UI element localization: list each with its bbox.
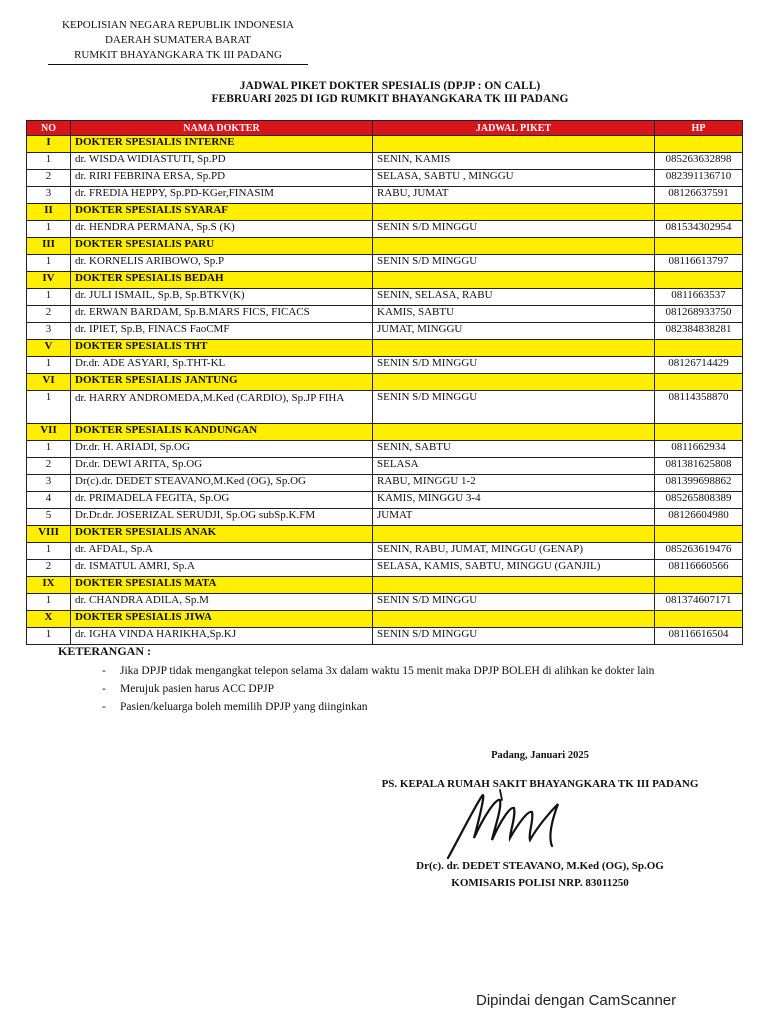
doctor-schedule: RABU, MINGGU 1-2 bbox=[373, 475, 655, 492]
title-line-2: FEBRUARI 2025 DI IGD RUMKIT BHAYANGKARA TK III PADANG bbox=[211, 93, 569, 105]
doctor-name: dr. IGHA VINDA HARIKHA,Sp.KJ bbox=[71, 628, 373, 645]
category-name: DOKTER SPESIALIS JIWA bbox=[71, 611, 373, 628]
doctor-phone: 08126604980 bbox=[655, 509, 743, 526]
doctor-name: dr. ISMATUL AMRI, Sp.A bbox=[71, 560, 373, 577]
doctor-number: 1 bbox=[27, 441, 71, 458]
category-cell-empty bbox=[373, 526, 655, 543]
doctor-schedule: SENIN S/D MINGGU bbox=[373, 628, 655, 645]
doctor-number: 1 bbox=[27, 153, 71, 170]
table-row bbox=[27, 323, 743, 340]
category-cell-empty bbox=[373, 340, 655, 357]
category-cell-empty bbox=[655, 611, 743, 628]
category-row bbox=[27, 238, 743, 255]
category-cell-empty bbox=[373, 136, 655, 153]
signature-date: Padang, Januari 2025 bbox=[491, 750, 589, 761]
category-cell-empty bbox=[373, 272, 655, 289]
doctor-name: dr. HENDRA PERMANA, Sp.S (K) bbox=[71, 221, 373, 238]
category-number: I bbox=[27, 136, 71, 153]
column-header-no: NO bbox=[27, 121, 71, 136]
doctor-name: Dr.Dr.dr. JOSERIZAL SERUDJI, Sp.OG subSp.K.FM bbox=[71, 509, 373, 526]
doctor-schedule: SENIN, RABU, JUMAT, MINGGU (GENAP) bbox=[373, 543, 655, 560]
doctor-number: 1 bbox=[27, 628, 71, 645]
note-item bbox=[58, 680, 738, 698]
doctor-phone: 082384838281 bbox=[655, 323, 743, 340]
doctor-phone: 081534302954 bbox=[655, 221, 743, 238]
doctor-number: 1 bbox=[27, 391, 71, 424]
category-name: DOKTER SPESIALIS BEDAH bbox=[71, 272, 373, 289]
signatory-name: Dr(c). dr. DEDET STEAVANO, M.Ked (OG), Sp.OG bbox=[416, 860, 664, 872]
doctor-name: dr. PRIMADELA FEGITA, Sp.OG bbox=[71, 492, 373, 509]
doctor-phone: 08126714429 bbox=[655, 357, 743, 374]
doctor-name: Dr.dr. DEWI ARITA, Sp.OG bbox=[71, 458, 373, 475]
bullet-dash: - bbox=[102, 665, 106, 677]
category-cell-empty bbox=[655, 204, 743, 221]
doctor-schedule: KAMIS, MINGGU 3-4 bbox=[373, 492, 655, 509]
table-row bbox=[27, 153, 743, 170]
doctor-number: 2 bbox=[27, 306, 71, 323]
table-row bbox=[27, 255, 743, 272]
doctor-name: Dr.dr. ADE ASYARI, Sp.THT-KL bbox=[71, 357, 373, 374]
category-name: DOKTER SPESIALIS THT bbox=[71, 340, 373, 357]
category-number: VIII bbox=[27, 526, 71, 543]
letterhead-line-2: DAERAH SUMATERA BARAT bbox=[104, 34, 252, 46]
category-cell-empty bbox=[373, 611, 655, 628]
table-row bbox=[27, 543, 743, 560]
doctor-number: 4 bbox=[27, 492, 71, 509]
category-cell-empty bbox=[655, 374, 743, 391]
category-row bbox=[27, 526, 743, 543]
category-name: DOKTER SPESIALIS INTERNE bbox=[71, 136, 373, 153]
doctor-phone: 081399698862 bbox=[655, 475, 743, 492]
column-header-phone: HP bbox=[655, 121, 743, 136]
doctor-schedule: JUMAT, MINGGU bbox=[373, 323, 655, 340]
doctor-schedule: JUMAT bbox=[373, 509, 655, 526]
document-title bbox=[60, 80, 720, 106]
category-number: IV bbox=[27, 272, 71, 289]
signature-position: PS. KEPALA RUMAH SAKIT BHAYANGKARA TK III PADANG bbox=[381, 778, 699, 790]
handwritten-signature-icon bbox=[440, 786, 590, 866]
doctor-schedule: SENIN S/D MINGGU bbox=[373, 221, 655, 238]
table-row bbox=[27, 458, 743, 475]
doctor-phone: 081381625808 bbox=[655, 458, 743, 475]
note-item bbox=[58, 698, 738, 716]
doctor-name: dr. JULI ISMAIL, Sp.B, Sp.BTKV(K) bbox=[71, 289, 373, 306]
category-name: DOKTER SPESIALIS SYARAF bbox=[71, 204, 373, 221]
doctor-number: 1 bbox=[27, 255, 71, 272]
doctor-phone: 08116613797 bbox=[655, 255, 743, 272]
doctor-number: 1 bbox=[27, 543, 71, 560]
doctor-number: 3 bbox=[27, 187, 71, 204]
table-row bbox=[27, 560, 743, 577]
category-name: DOKTER SPESIALIS KANDUNGAN bbox=[71, 424, 373, 441]
category-cell-empty bbox=[373, 238, 655, 255]
table-row bbox=[27, 306, 743, 323]
category-cell-empty bbox=[655, 526, 743, 543]
category-row bbox=[27, 340, 743, 357]
scanner-watermark: Dipindai dengan CamScanner bbox=[476, 992, 677, 1009]
category-name: DOKTER SPESIALIS MATA bbox=[71, 577, 373, 594]
table-row bbox=[27, 187, 743, 204]
table-row bbox=[27, 289, 743, 306]
doctor-number: 1 bbox=[27, 357, 71, 374]
doctor-phone: 085263619476 bbox=[655, 543, 743, 560]
doctor-schedule: SELASA bbox=[373, 458, 655, 475]
category-row bbox=[27, 136, 743, 153]
doctor-name: dr. KORNELIS ARIBOWO, Sp.P bbox=[71, 255, 373, 272]
column-header-name: NAMA DOKTER bbox=[71, 121, 373, 136]
doctor-number: 1 bbox=[27, 221, 71, 238]
doctor-phone: 08116660566 bbox=[655, 560, 743, 577]
note-text: Pasien/keluarga boleh memilih DPJP yang diinginkan bbox=[120, 701, 368, 713]
category-cell-empty bbox=[373, 204, 655, 221]
category-row bbox=[27, 204, 743, 221]
category-cell-empty bbox=[373, 424, 655, 441]
doctor-schedule: SENIN S/D MINGGU bbox=[373, 594, 655, 611]
doctor-schedule: SELASA, KAMIS, SABTU, MINGGU (GANJIL) bbox=[373, 560, 655, 577]
doctor-schedule: SENIN, SABTU bbox=[373, 441, 655, 458]
category-number: IX bbox=[27, 577, 71, 594]
doctor-schedule: SELASA, SABTU , MINGGU bbox=[373, 170, 655, 187]
bullet-dash: - bbox=[102, 701, 106, 713]
doctor-phone: 0811663537 bbox=[655, 289, 743, 306]
doctor-number: 1 bbox=[27, 289, 71, 306]
doctor-schedule: SENIN S/D MINGGU bbox=[373, 391, 655, 424]
doctor-number: 2 bbox=[27, 458, 71, 475]
table-row bbox=[27, 221, 743, 238]
table-row bbox=[27, 170, 743, 187]
title-line-1: JADWAL PIKET DOKTER SPESIALIS (DPJP : ON CALL) bbox=[239, 80, 541, 92]
doctor-name: dr. FREDIA HEPPY, Sp.PD-KGer,FINASIM bbox=[71, 187, 373, 204]
category-cell-empty bbox=[373, 374, 655, 391]
category-row bbox=[27, 374, 743, 391]
doctor-schedule: KAMIS, SABTU bbox=[373, 306, 655, 323]
table-body bbox=[27, 136, 743, 645]
column-header-schedule: JADWAL PIKET bbox=[373, 121, 655, 136]
doctor-phone: 085265808389 bbox=[655, 492, 743, 509]
notes-section bbox=[58, 642, 738, 716]
category-cell-empty bbox=[655, 577, 743, 594]
doctor-name: dr. CHANDRA ADILA, Sp.M bbox=[71, 594, 373, 611]
doctor-name: dr. ERWAN BARDAM, Sp.B.MARS FICS, FICACS bbox=[71, 306, 373, 323]
category-cell-empty bbox=[655, 238, 743, 255]
table-row bbox=[27, 594, 743, 611]
doctor-schedule: SENIN, KAMIS bbox=[373, 153, 655, 170]
bullet-dash: - bbox=[102, 683, 106, 695]
doctor-phone: 081268933750 bbox=[655, 306, 743, 323]
category-row bbox=[27, 424, 743, 441]
doctor-phone: 08116616504 bbox=[655, 628, 743, 645]
doctor-name: dr. AFDAL, Sp.A bbox=[71, 543, 373, 560]
category-row bbox=[27, 272, 743, 289]
schedule-table bbox=[26, 120, 743, 645]
category-cell-empty bbox=[373, 577, 655, 594]
letterhead bbox=[48, 18, 308, 65]
category-cell-empty bbox=[655, 136, 743, 153]
category-number: VII bbox=[27, 424, 71, 441]
doctor-schedule: SENIN, SELASA, RABU bbox=[373, 289, 655, 306]
doctor-name: dr. IPIET, Sp.B, FINACS FaoCMF bbox=[71, 323, 373, 340]
doctor-number: 3 bbox=[27, 323, 71, 340]
category-name: DOKTER SPESIALIS PARU bbox=[71, 238, 373, 255]
category-name: DOKTER SPESIALIS ANAK bbox=[71, 526, 373, 543]
doctor-phone: 0811662934 bbox=[655, 441, 743, 458]
category-cell-empty bbox=[655, 424, 743, 441]
signatory-rank: KOMISARIS POLISI NRP. 83011250 bbox=[451, 877, 629, 889]
doctor-number: 5 bbox=[27, 509, 71, 526]
note-text: Merujuk pasien harus ACC DPJP bbox=[120, 683, 274, 695]
table-row bbox=[27, 492, 743, 509]
doctor-name: Dr(c).dr. DEDET STEAVANO,M.Ked (OG), Sp.OG bbox=[71, 475, 373, 492]
doctor-name: dr. HARRY ANDROMEDA,M.Ked (CARDIO), Sp.JP FIHA bbox=[71, 391, 373, 424]
doctor-name: dr. RIRI FEBRINA ERSA, Sp.PD bbox=[71, 170, 373, 187]
letterhead-line-1: KEPOLISIAN NEGARA REPUBLIK INDONESIA bbox=[62, 19, 294, 31]
doctor-number: 1 bbox=[27, 594, 71, 611]
doctor-phone: 08114358870 bbox=[655, 391, 743, 424]
doctor-schedule: RABU, JUMAT bbox=[373, 187, 655, 204]
category-cell-empty bbox=[655, 340, 743, 357]
table-row bbox=[27, 441, 743, 458]
table-row bbox=[27, 357, 743, 374]
doctor-number: 2 bbox=[27, 170, 71, 187]
doctor-phone: 082391136710 bbox=[655, 170, 743, 187]
doctor-name: dr. WISDA WIDIASTUTI, Sp.PD bbox=[71, 153, 373, 170]
doctor-phone: 08126637591 bbox=[655, 187, 743, 204]
category-name: DOKTER SPESIALIS JANTUNG bbox=[71, 374, 373, 391]
table-row bbox=[27, 509, 743, 526]
notes-heading: KETERANGAN : bbox=[58, 644, 152, 658]
note-item bbox=[58, 662, 738, 680]
doctor-phone: 085263632898 bbox=[655, 153, 743, 170]
doctor-phone: 081374607171 bbox=[655, 594, 743, 611]
note-text: Jika DPJP tidak mengangkat telepon selama 3x dalam waktu 15 menit maka DPJP BOLEH di alihkan ke dokter lain bbox=[120, 665, 655, 677]
category-row bbox=[27, 577, 743, 594]
table-header-row bbox=[27, 121, 743, 136]
table-row bbox=[27, 475, 743, 492]
table-row bbox=[27, 391, 743, 424]
doctor-number: 3 bbox=[27, 475, 71, 492]
doctor-name: Dr.dr. H. ARIADI, Sp.OG bbox=[71, 441, 373, 458]
category-number: II bbox=[27, 204, 71, 221]
doctor-schedule: SENIN S/D MINGGU bbox=[373, 357, 655, 374]
category-number: VI bbox=[27, 374, 71, 391]
category-cell-empty bbox=[655, 272, 743, 289]
doctor-number: 2 bbox=[27, 560, 71, 577]
category-number: III bbox=[27, 238, 71, 255]
letterhead-line-3: RUMKIT BHAYANGKARA TK III PADANG bbox=[48, 48, 308, 65]
doctor-schedule: SENIN S/D MINGGU bbox=[373, 255, 655, 272]
category-number: X bbox=[27, 611, 71, 628]
category-number: V bbox=[27, 340, 71, 357]
category-row bbox=[27, 611, 743, 628]
